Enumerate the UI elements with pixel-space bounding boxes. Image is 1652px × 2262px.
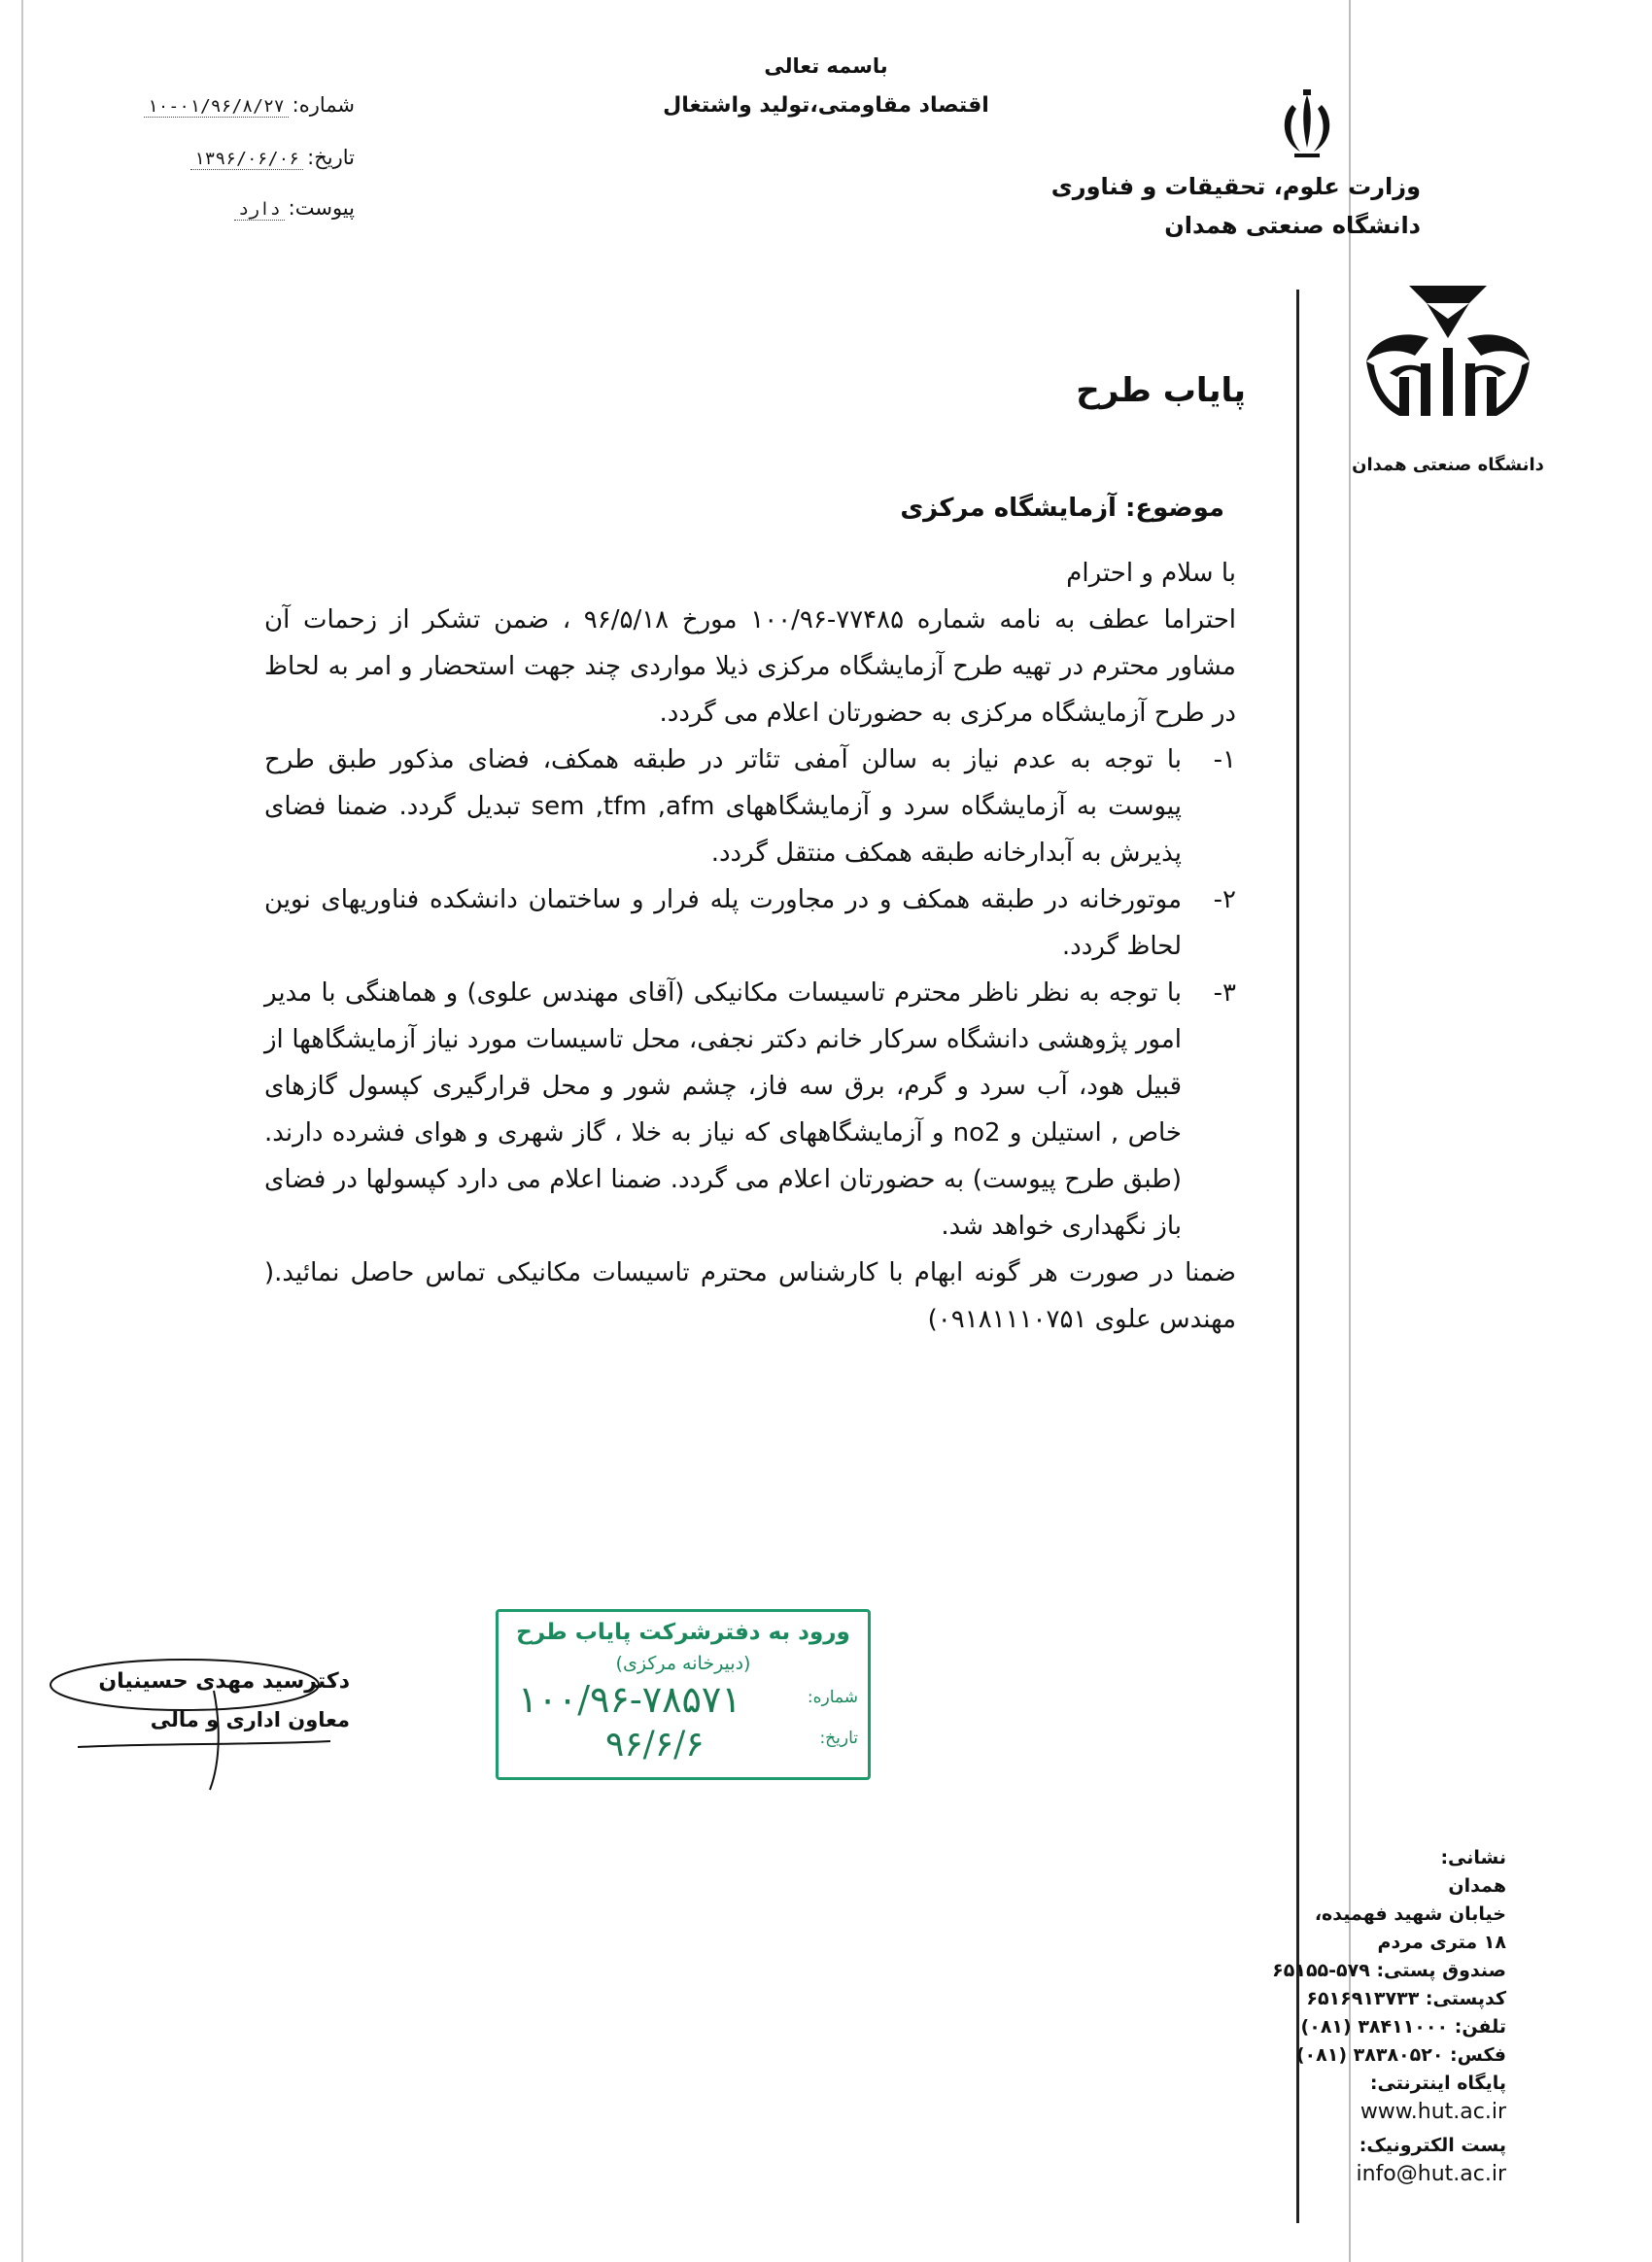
stamp-date-value: ۹۶/۶/۶	[605, 1725, 705, 1765]
meta-number	[102, 93, 355, 117]
meta-attachment	[102, 196, 355, 220]
list-item-text: موتورخانه در طبقه همکف و در مجاورت پله فرار و ساختمان دانشکده فناوریهای نوین لحاظ گردد.	[264, 885, 1182, 961]
phone: تلفن: ۳۸۴۱۱۰۰۰ (۰۸۱)	[1300, 2016, 1506, 2038]
letter-body	[264, 550, 1236, 1343]
signatory-name: دکترسید مهدی حسینیان	[98, 1669, 350, 1694]
website-link[interactable]: www.hut.ac.ir	[1359, 2100, 1506, 2124]
meta-date-label: تاریخ:	[307, 146, 355, 169]
meta-attachment-value: دارد	[234, 199, 284, 221]
website-label: پایگاه اینترنتی:	[1369, 2073, 1506, 2094]
received-stamp	[496, 1609, 871, 1780]
stamp-number-label: شماره:	[807, 1688, 858, 1707]
stamp-title: ورود به دفترشرکت پایاب طرح	[516, 1620, 850, 1645]
meta-number-label: شماره:	[292, 93, 355, 117]
email-label: پست الکترونیک:	[1359, 2135, 1506, 2156]
recipient-name: پایاب طرح	[1076, 371, 1246, 410]
list-item-number: ۳-	[1213, 978, 1236, 1008]
closing-paragraph: ضمنا در صورت هر گونه ابهام با کارشناس محترم تاسیسات مکانیکی تماس حاصل نمائید.( مهندس علوی ۰۹۱۸۱۱۱۰۷۵۱)	[264, 1258, 1236, 1334]
list-item	[264, 876, 1236, 970]
list-item-number: ۲-	[1213, 885, 1236, 914]
subject-line	[900, 494, 1224, 523]
address-line: خیابان شهید فهمیده،	[1314, 1903, 1506, 1925]
po-box: صندوق پستی: ۵۷۹-۶۵۱۵۵	[1272, 1960, 1506, 1981]
ministry-block	[1051, 167, 1421, 245]
postal-code: کدپستی: ۶۵۱۶۹۱۳۷۳۳	[1306, 1988, 1506, 2009]
logo-caption: دانشگاه صنعتی همدان	[1352, 455, 1544, 475]
bismillah-heading: باسمه تعالی	[764, 54, 888, 78]
page-edge-line	[21, 0, 23, 2262]
fax: فکس: ۳۸۳۸۰۵۲۰ (۰۸۱)	[1295, 2044, 1506, 2066]
list-item-text: با توجه به نظر ناظر محترم تاسیسات مکانیکی (آقای مهندس علوی) و هماهنگی با مدیر امور پژوهشی دانشگاه سرکار خانم دکتر نجفی، محل تاسیسات مورد نیاز آزمایشگاهها از قبیل هود، آب سرد و گرم، برق سه فاز، چشم شور و محل قرارگیری کپسول گازهای خاص , استیلن و no2 و آزمایشگاههای که نیاز به خلا ، گاز شهری و هوای فشرده دارند. (طبق طرح پیوست) به حضورتان اعلام می گردد. ضمنا اعلام می دارد کپسولها در فضای باز نگهداری خواهد شد.	[264, 978, 1182, 1241]
university-logo-icon	[1360, 280, 1535, 426]
ministry-name: وزارت علوم، تحقیقات و فناوری	[1050, 173, 1421, 200]
list-item	[264, 737, 1236, 876]
list-item-number: ۱-	[1213, 745, 1236, 774]
stamp-subtitle: (دبیرخانه مرکزی)	[615, 1653, 751, 1674]
stamp-number-value: ۱۰۰/۹۶-۷۸۵۷۱	[518, 1678, 741, 1721]
iran-emblem-icon	[1273, 87, 1341, 165]
list-item-text: با توجه به عدم نیاز به سالن آمفی تئاتر در طبقه همکف، فضای مذکور طبق طرح پیوست به آزمایشگاه سرد و آزمایشگاههای sem ,tfm ,afm تبدیل گردد. ضمنا فضای پذیرش به آبدارخانه طبقه همکف منتقل گردد.	[264, 745, 1182, 868]
stamp-date-label: تاریخ:	[819, 1729, 858, 1748]
subject-label: موضوع:	[1125, 494, 1224, 523]
address-line: ۱۸ متری مردم	[1377, 1932, 1506, 1953]
intro-paragraph: احتراما عطف به نامه شماره ۷۷۴۸۵-۱۰۰/۹۶ مورخ ۹۶/۵/۱۸ ، ضمن تشکر از زحمات آن مشاور محترم در تهیه طرح آزمایشگاه مرکزی ذیلا مواردی چند جهت استحضار و امر به لحاظ در طرح آزمایشگاه مرکزی به حضورتان اعلام می گردد.	[264, 605, 1236, 728]
meta-number-value: ۰۱/۹۶/۸/۲۷-۱۰	[144, 96, 289, 118]
address-label: نشانی:	[1440, 1847, 1506, 1868]
meta-date-value: ۱۳۹۶/۰۶/۰۶	[190, 149, 303, 170]
address-line: همدان	[1448, 1875, 1506, 1897]
email-link[interactable]: info@hut.ac.ir	[1356, 2162, 1506, 2186]
meta-attachment-label: پیوست:	[288, 196, 355, 220]
meta-date	[102, 146, 355, 169]
greeting: با سلام و احترام	[1066, 559, 1236, 588]
footer-contact	[1254, 1844, 1506, 2188]
year-slogan: اقتصاد مقاومتی،تولید واشتغال	[663, 93, 989, 118]
university-name: دانشگاه صنعتی همدان	[1164, 212, 1421, 239]
signatory-title: معاون اداری و مالی	[150, 1708, 350, 1731]
list-item	[264, 970, 1236, 1250]
subject-text: آزمایشگاه مرکزی	[900, 494, 1117, 523]
